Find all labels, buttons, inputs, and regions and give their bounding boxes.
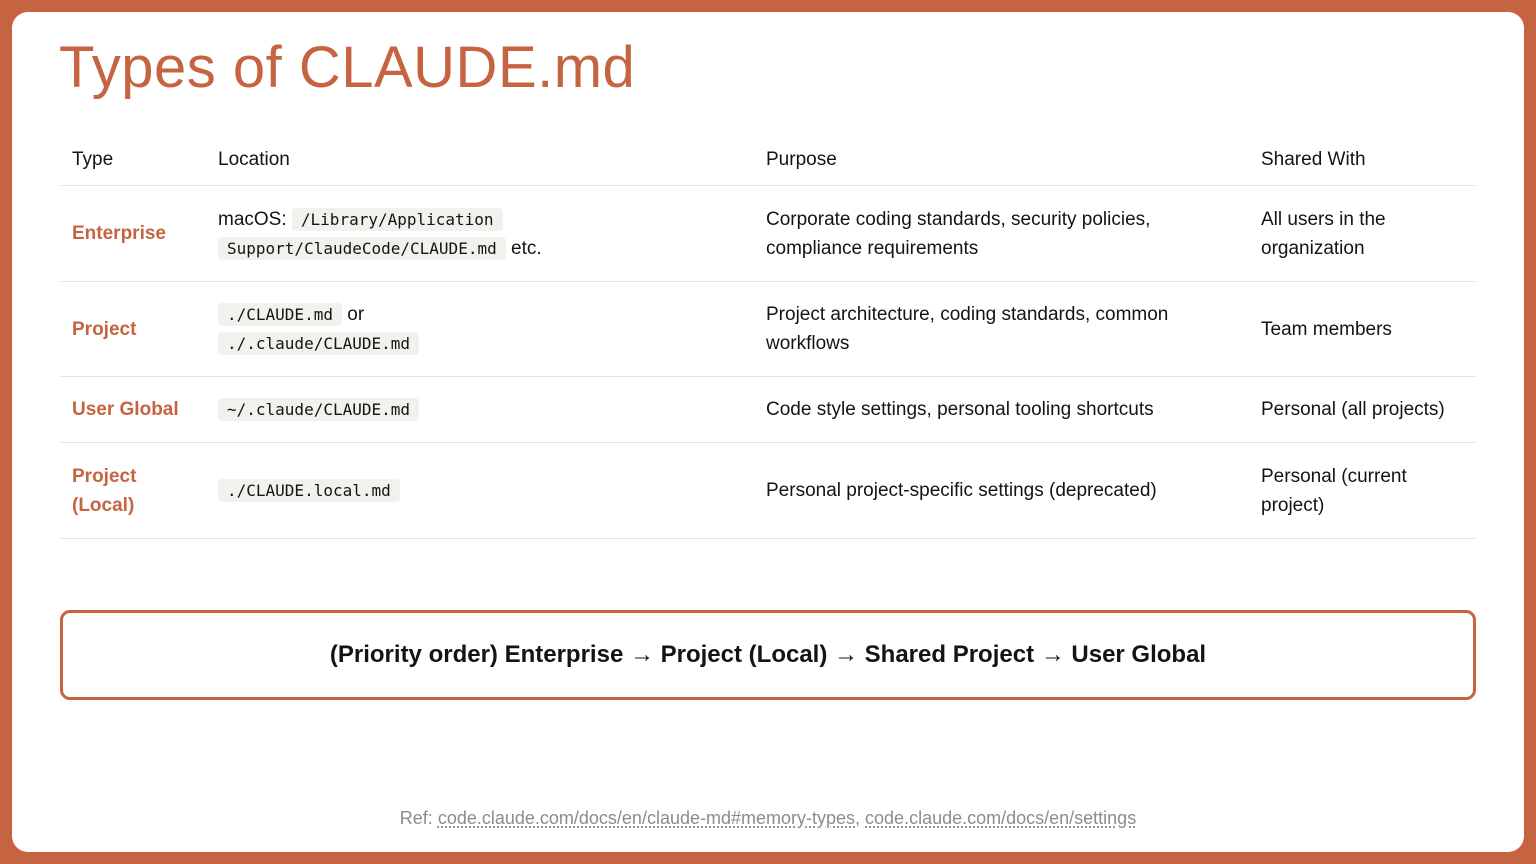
shared-with-cell: Personal (all projects) bbox=[1249, 377, 1476, 443]
table-row bbox=[60, 186, 1476, 282]
ref-separator: , bbox=[855, 808, 866, 828]
location-path-code: ./CLAUDE.md bbox=[218, 303, 342, 326]
ref-link-settings[interactable]: code.claude.com/docs/en/settings bbox=[865, 808, 1137, 828]
column-header-shared-with: Shared With bbox=[1249, 134, 1476, 186]
page-title: Types of CLAUDE.md bbox=[59, 35, 636, 100]
location-path-code-alt: ./.claude/CLAUDE.md bbox=[218, 332, 419, 355]
reference-footer bbox=[12, 808, 1524, 829]
location-connector: or bbox=[341, 304, 365, 325]
column-header-location: Location bbox=[206, 134, 754, 186]
table-header-row bbox=[60, 134, 1476, 186]
location-suffix: etc. bbox=[505, 237, 542, 259]
purpose-cell: Corporate coding standards, security policies, compliance requirements bbox=[754, 186, 1249, 282]
slide bbox=[12, 12, 1524, 852]
table-row bbox=[60, 443, 1476, 539]
purpose-cell: Code style settings, personal tooling shortcuts bbox=[754, 377, 1249, 443]
ref-label: Ref: bbox=[399, 808, 438, 828]
ref-link-memory-types[interactable]: code.claude.com/docs/en/claude-md#memory-types bbox=[437, 808, 856, 828]
column-header-purpose: Purpose bbox=[754, 134, 1249, 186]
type-cell: User Global bbox=[60, 377, 206, 443]
location-prefix: macOS: bbox=[218, 208, 292, 230]
claude-md-types-table bbox=[60, 134, 1476, 539]
shared-with-cell: Team members bbox=[1249, 282, 1476, 377]
priority-order-callout bbox=[60, 610, 1476, 700]
location-cell bbox=[206, 282, 754, 377]
purpose-cell: Project architecture, coding standards, common workflows bbox=[754, 282, 1249, 377]
shared-with-cell: All users in the organization bbox=[1249, 186, 1476, 282]
location-cell bbox=[206, 443, 754, 539]
table-row bbox=[60, 377, 1476, 443]
location-cell bbox=[206, 377, 754, 443]
location-path-code: ~/.claude/CLAUDE.md bbox=[218, 398, 419, 421]
type-cell: Project (Local) bbox=[60, 443, 206, 539]
purpose-cell: Personal project-specific settings (deprecated) bbox=[754, 443, 1249, 539]
location-path-code: /Library/Application Support/ClaudeCode/CLAUDE.md bbox=[218, 208, 506, 260]
column-header-type: Type bbox=[60, 134, 206, 186]
priority-order-text: (Priority order) Enterprise → Project (Local) → Shared Project → User Global bbox=[329, 641, 1207, 668]
shared-with-cell: Personal (current project) bbox=[1249, 443, 1476, 539]
table-row bbox=[60, 282, 1476, 377]
location-cell bbox=[206, 186, 754, 282]
location-path-code: ./CLAUDE.local.md bbox=[218, 479, 400, 502]
type-cell: Enterprise bbox=[60, 186, 206, 282]
type-cell: Project bbox=[60, 282, 206, 377]
